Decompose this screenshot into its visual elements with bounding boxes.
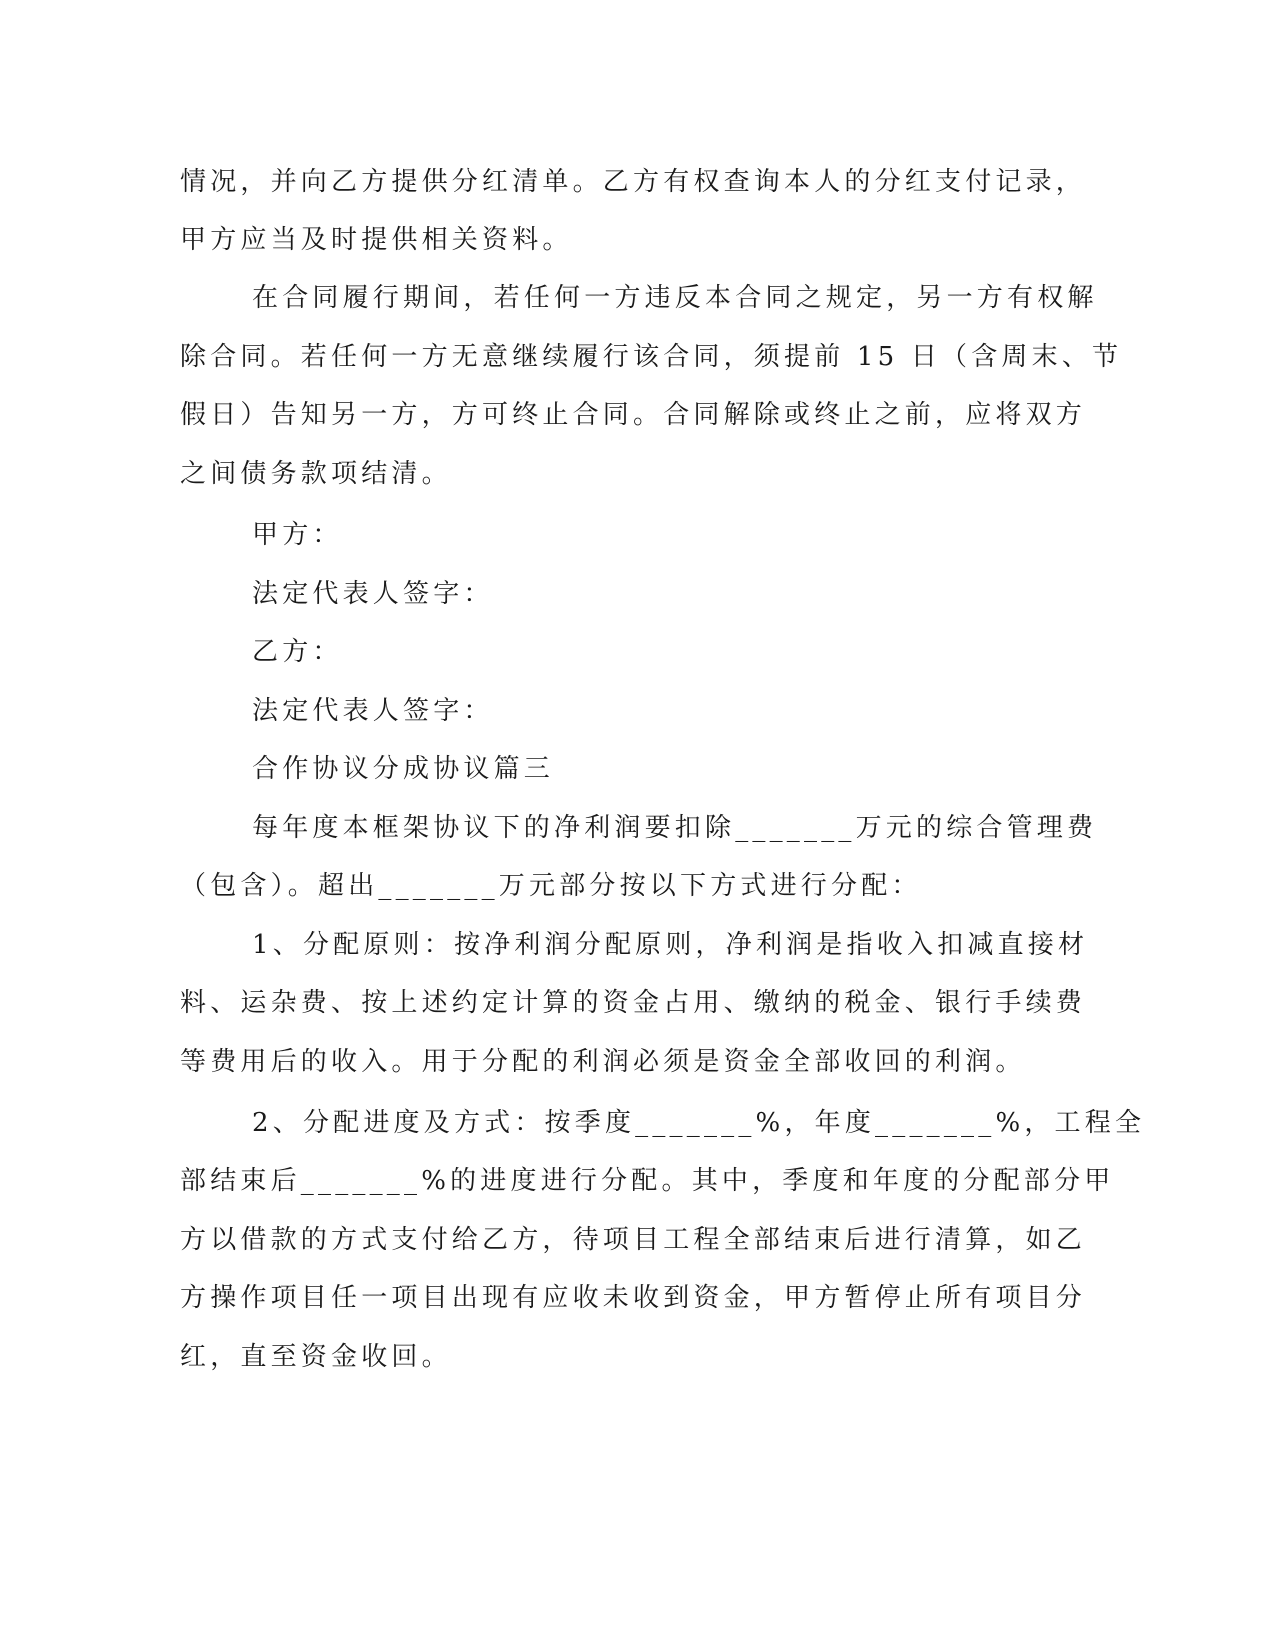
paragraph-line: 除合同。若任何一方无意继续履行该合同，须提前 15 日（含周末、节 [180, 342, 1123, 372]
paragraph-line: 在合同履行期间，若任何一方违反本合同之规定，另一方有权解 [252, 283, 1098, 313]
paragraph-line: （包含）。超出_______万元部分按以下方式进行分配： [180, 871, 922, 901]
party-b-label: 乙方： [252, 637, 343, 667]
paragraph-line: 之间债务款项结清。 [180, 459, 452, 489]
paragraph-line: 每年度本框架协议下的净利润要扣除_______万元的综合管理费 [252, 813, 1098, 843]
paragraph-line: 等费用后的收入。用于分配的利润必须是资金全部收回的利润。 [180, 1047, 1026, 1077]
paragraph-line: 2、分配进度及方式：按季度_______%，年度_______%，工程全 [252, 1108, 1146, 1138]
party-a-signature-label: 法定代表人签字： [252, 579, 494, 609]
paragraph-line: 方以借款的方式支付给乙方，待项目工程全部结束后进行清算，如乙 [180, 1225, 1087, 1255]
paragraph-line: 甲方应当及时提供相关资料。 [180, 225, 573, 255]
paragraph-line: 部结束后_______%的进度进行分配。其中，季度和年度的分配部分甲 [180, 1166, 1115, 1196]
party-b-signature-label: 法定代表人签字： [252, 696, 494, 726]
party-a-label: 甲方： [252, 520, 343, 550]
paragraph-line: 假日）告知另一方，方可终止合同。合同解除或终止之前，应将双方 [180, 400, 1087, 430]
paragraph-line: 红，直至资金收回。 [180, 1342, 452, 1372]
paragraph-line: 1、分配原则：按净利润分配原则，净利润是指收入扣减直接材 [252, 930, 1089, 960]
section-heading: 合作协议分成协议篇三 [252, 754, 555, 784]
paragraph-line: 方操作项目任一项目出现有应收未收到资金，甲方暂停止所有项目分 [180, 1283, 1087, 1313]
paragraph-line: 料、运杂费、按上述约定计算的资金占用、缴纳的税金、银行手续费 [180, 988, 1087, 1018]
paragraph-line: 情况，并向乙方提供分红清单。乙方有权查询本人的分红支付记录， [180, 167, 1087, 197]
